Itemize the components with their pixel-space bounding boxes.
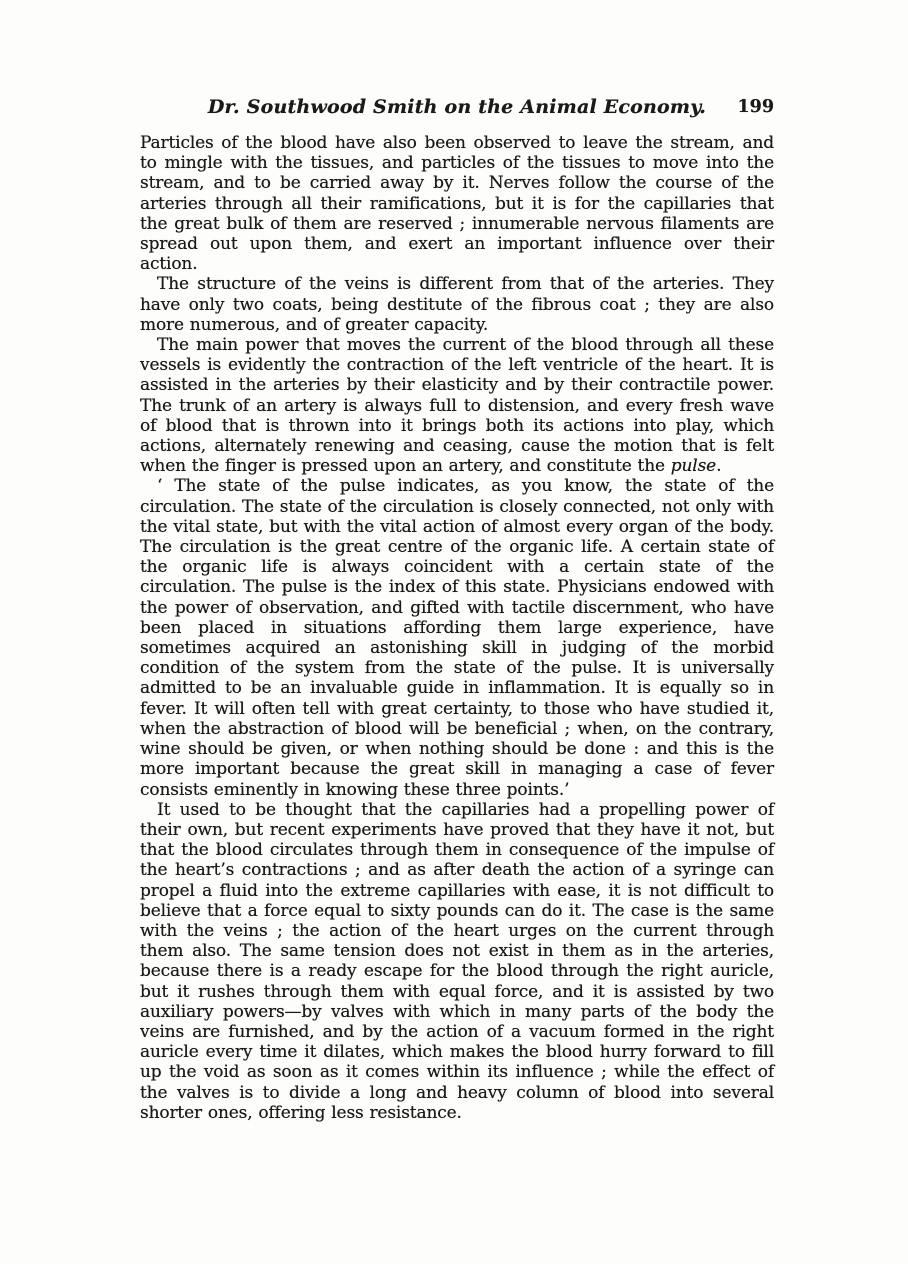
paragraph: [140, 133, 774, 274]
paragraph: [140, 335, 774, 476]
italic-text-segment: pulse: [670, 456, 717, 477]
text-segment: The main power that moves the current of the blood through all these vessels is evidently the contraction of the left ventricle of the heart. It is assisted in the arteries by their elasticity and by their contractile power. The trunk of an artery is always full to distension, and every fresh wave of blood that is thrown into it brings both its actions into play, which actions, alternately renewing and ceasing, cause the motion that is felt when the finger is pressed upon an artery, and constitute the: [140, 335, 774, 477]
text-segment: The structure of the veins is different from that of the arteries. They have only two coats, being destitute of the fibrous coat ; they are also more numerous, and of greater capacity.: [140, 274, 774, 335]
paragraph: [140, 476, 774, 799]
text-segment: Particles of the blood have also been observed to leave the stream, and to mingle with the tissues, and particles of the tissues to move into the stream, and to be carried away by it. Nerves follow the course of the arteries through all their ramifications, but it is for the capillaries that the great bulk of them are reserved ; innumerable nervous filaments are spread out upon them, and exert an important influence over their action.: [140, 133, 774, 275]
text-segment: ‘ The state of the pulse indicates, as you know, the state of the circulation. The state of the circulation is closely connected, not only with the vital state, but with the vital action of almost every organ of the body. The circulation is the great centre of the organic life. A certain state of the organic life is always coincident with a certain state of the circulation. The pulse is the index of this state. Physicians endowed with the power of observation, and gifted with tactile discernment, who have been placed in situations affording them large experience, have sometimes acquired an astonishing skill in judging of the morbid condition of the system from the state of the pulse. It is universally admitted to be an invaluable guide in inflammation. It is equally so in fever. It will often tell with great certainty, to those who have studied it, when the abstraction of blood will be beneficial ; when, on the contrary, wine should be given, or when nothing should be done : and this is the more important because the great skill in managing a case of fever consists eminently in knowing these three points.’: [140, 476, 774, 800]
page-number: 199: [737, 97, 774, 117]
running-title: Dr. Southwood Smith on the Animal Economy.: [207, 96, 707, 118]
text-column: [140, 96, 774, 1123]
paragraph: [140, 800, 774, 1123]
page-header: [140, 96, 774, 120]
text-segment: It used to be thought that the capillaries had a propelling power of their own, but recent experiments have proved that they have it not, but that the blood circulates through them in consequence of the impulse of the heart’s contractions ; and as after death the action of a syringe can propel a fluid into the extreme capillaries with ease, it is not difficult to believe that a force equal to sixty pounds can do it. The case is the same with the veins ; the action of the heart urges on the current through them also. The same tension does not exist in them as in the arteries, because there is a ready escape for the blood through the right auricle, but it rushes through them with equal force, and it is assisted by two auxiliary powers—by valves with which in many parts of the body the veins are furnished, and by the action of a vacuum formed in the right auricle every time it dilates, which makes the blood hurry forward to fill up the void as soon as it comes within its influence ; while the effect of the valves is to divide a long and heavy column of blood into several shorter ones, offering less resistance.: [140, 799, 774, 1123]
page-body: [140, 133, 774, 1123]
paragraph: [140, 274, 774, 335]
text-segment: .: [716, 456, 722, 477]
